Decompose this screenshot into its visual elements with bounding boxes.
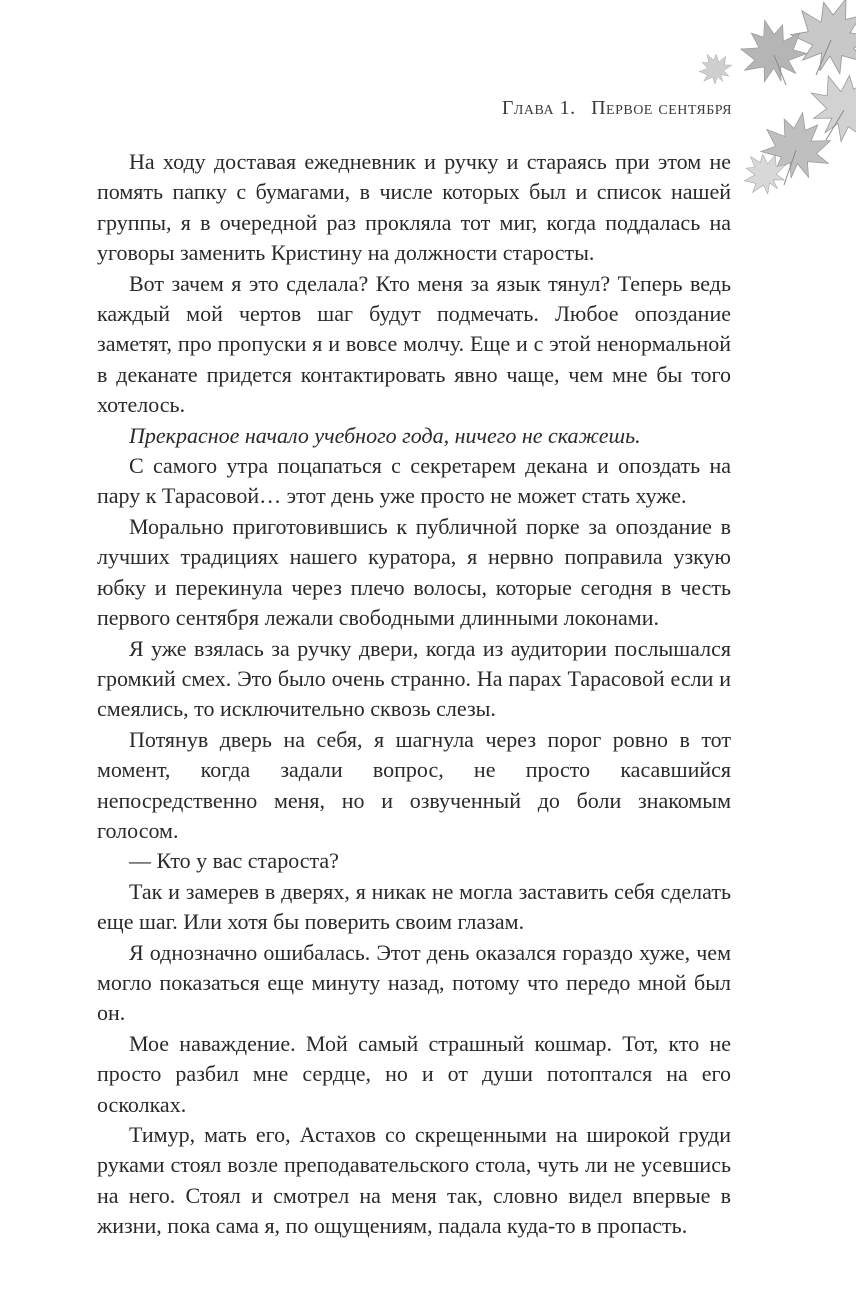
paragraph: Морально приготовившись к публичной порке за опоздание в лучших традициях нашего куратора, я нервно поправила узкую юбку и перекинула через плечо волосы, которые сегодня в честь первого сентября лежали свободными длинными локонами. bbox=[97, 513, 731, 631]
paragraph: Потянув дверь на себя, я шагнула через порог ровно в тот момент, когда задали вопрос, не просто касавшийся непосредственно меня, но и озвученный до боли знакомым голосом. bbox=[97, 726, 731, 843]
paragraph: Тимур, мать его, Астахов со скрещенными на широкой груди руками стоял возле преподавательского стола, чуть ли не усевшись на него. Стоял и смотрел на меня так, словно видел впервые в жизни, пока сама я, по ощущениям, падала куда-то в пропасть. bbox=[97, 1122, 731, 1239]
chapter-title: Первое сентября bbox=[591, 97, 732, 119]
body-text bbox=[97, 147, 731, 1242]
chapter-word: Глава bbox=[501, 97, 555, 119]
paragraph: Я однозначно ошибалась. Этот день оказался гораздо хуже, чем могло показаться еще минуту назад, потому что передо мной был он. bbox=[97, 939, 731, 1026]
paragraph: — Кто у вас староста? bbox=[129, 848, 339, 874]
chapter-number: 1. bbox=[559, 97, 576, 119]
running-header bbox=[502, 97, 732, 120]
paragraph: Мое наваждение. Мой самый страшный кошмар. Тот, кто не просто разбил мне сердце, но и от души потоптался на его осколках. bbox=[97, 1030, 731, 1117]
paragraph: На ходу доставая ежедневник и ручку и стараясь при этом не помять папку с бумагами, в числе которых был и список нашей группы, я в очередной раз прокляла тот миг, когда поддалась на уговоры заменить Кристину на должности старосты. bbox=[97, 149, 731, 266]
paragraph: Вот зачем я это сделала? Кто меня за язык тянул? Теперь ведь каждый мой чертов шаг будут подмечать. Любое опоздание заметят, про пропуски я и вовсе молчу. Еще и с этой ненормальной в деканате придется контактировать явно чаще, чем мне бы того хотелось. bbox=[97, 270, 731, 418]
paragraph: Прекрасное начало учебного года, ничего не скажешь. bbox=[129, 422, 641, 448]
paragraph: Так и замерев в дверях, я никак не могла заставить себя сделать еще шаг. Или хотя бы поверить своим глазам. bbox=[97, 878, 731, 935]
paragraph: Я уже взялась за ручку двери, когда из аудитории послышался громкий смех. Это было очень странно. На парах Тарасовой если и смеялись, то исключительно сквозь слезы. bbox=[97, 635, 731, 722]
paragraph: С самого утра поцапаться с секретарем декана и опоздать на пару к Тарасовой… этот день уже просто не может стать хуже. bbox=[97, 453, 731, 509]
